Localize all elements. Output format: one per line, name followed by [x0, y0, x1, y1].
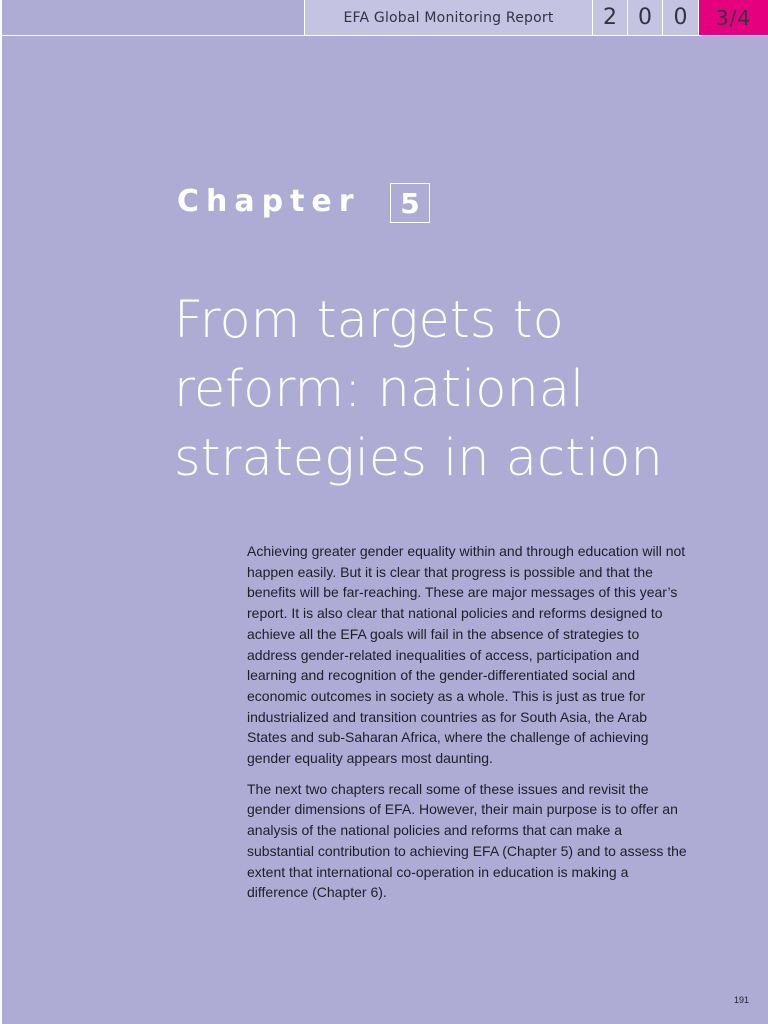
year-digit-1: 2 — [592, 0, 627, 35]
chapter-title: From targets to reform: national strategies in action — [174, 291, 663, 488]
page-left-edge — [0, 0, 2, 1024]
running-header — [0, 0, 768, 36]
report-title: EFA Global Monitoring Report — [304, 0, 592, 35]
header-divider — [0, 35, 768, 36]
year-digit-2: 0 — [627, 0, 662, 35]
year-digit-3: 0 — [662, 0, 698, 35]
page-number: 191 — [734, 995, 750, 1005]
intro-paragraph-1: Achieving greater gender equality within and through education will not happen easily. But it is clear that progress is possible and that the benefits will be far-reaching. These are major messages of this year’s report. It is also clear that national policies and reforms designed to achieve all the EFA goals will fail in the absence of strategies to address gender-related inequalities of access, participation and learning and recognition of the gender-differentiated social and economic outcomes in society as a whole. This is just as true for industrialized and transition countries as for South Asia, the Arab States and sub-Saharan Africa, where the challenge of achieving gender equality appears most daunting. — [247, 543, 686, 767]
edition-badge: 3/4 — [698, 0, 768, 35]
chapter-label: Chapter — [177, 184, 361, 219]
intro-paragraph-2: The next two chapters recall some of these issues and revisit the gender dimensions of EFA. However, their main purpose is to offer an analysis of the national policies and reforms that can make a substantial contribution to achieving EFA (Chapter 5) and to assess the extent that international co-operation in education is making a difference (Chapter 6). — [247, 780, 687, 901]
chapter-number-box: 5 — [390, 183, 430, 223]
intro-text — [247, 541, 687, 913]
